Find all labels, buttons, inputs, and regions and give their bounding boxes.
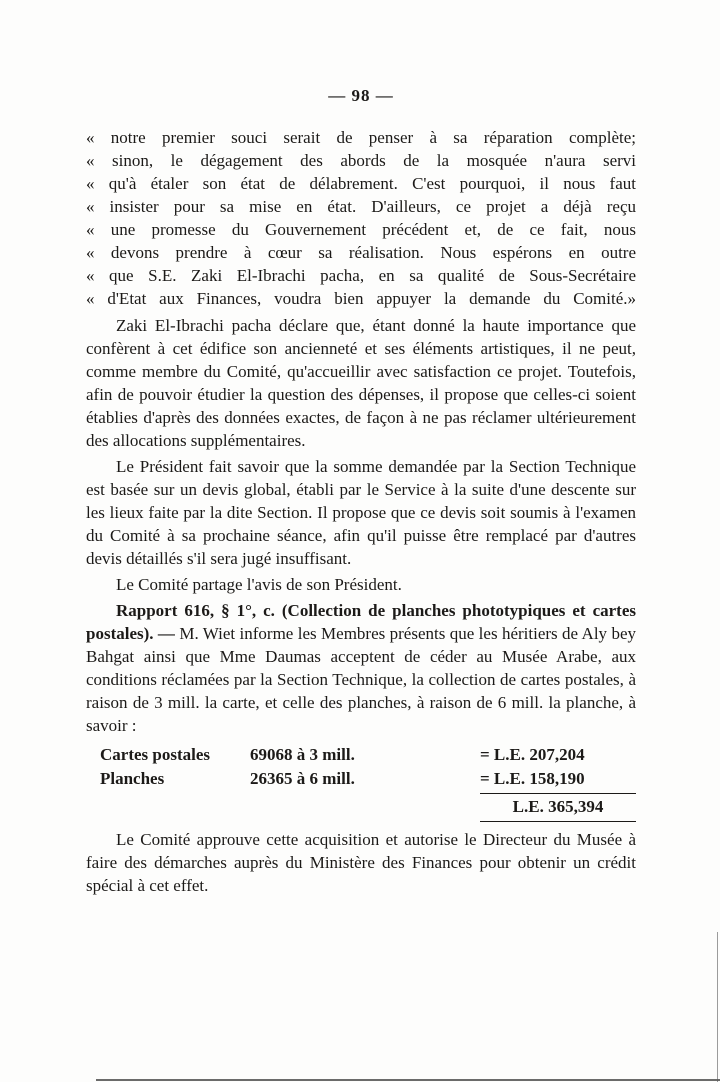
quote-line: « une promesse du Gouvernement précédent et, de ce fait, nous: [86, 220, 636, 239]
item-quantity: 69068 à 3 mill.: [250, 745, 355, 764]
table-row: [100, 767, 636, 791]
total-amount: L.E. 365,394: [480, 793, 636, 822]
rapport-body-text: M. Wiet informe les Membres présents que les héritiers de Aly bey Bahgat ainsi que Mme Daumas acceptent de céder au Musée Arabe, aux conditions réclamées par la Section Technique, la collection de cartes postales, à raison de 3 mill. la carte, et celle des planches, à raison de 6 mill. la planche, à savoir :: [86, 624, 636, 735]
page-number: — 98 —: [328, 86, 394, 105]
paragraph-comite-agreement: Le Comité partage l'avis de son Président.: [116, 575, 402, 594]
quote-line: « que S.E. Zaki El-Ibrachi pacha, en sa qualité de Sous-Secrétaire: [86, 266, 636, 285]
paragraph-zaki-declaration: Zaki El-Ibrachi pacha déclare que, étant donné la haute importance que confèrent à cet édifice son ancienneté et ses éléments artistiques, il ne peut, comme membre du Comité, qu'accueillir avec satisfaction ce projet. Toutefois, afin de pouvoir étudier la question des dépenses, il propose que celles-ci soient établies d'après des données exactes, de façon à ne pas réclamer ultérieurement des allocations supplémentaires.: [86, 316, 636, 450]
quote-line: « sinon, le dégagement des abords de la mosquée n'aura servi: [86, 151, 636, 170]
paragraph-rapport-616: [86, 599, 636, 737]
paragraph-closing: Le Comité approuve cette acquisition et autorise le Directeur du Musée à faire des démarches auprès du Ministère des Finances pour obtenir un crédit spécial à cet effet.: [86, 830, 636, 895]
quote-line: « insister pour sa mise en état. D'ailleurs, ce projet a déjà reçu: [86, 197, 636, 216]
item-label: Planches: [100, 769, 165, 788]
paragraph-president-statement: Le Président fait savoir que la somme demandée par la Section Technique est basée sur un devis global, établi par le Service à la suite d'une descente sur les lieux faite par la dite Section. Il propose que ce devis soit soumis à l'examen du Comité à sa prochaine séance, afin qu'il puisse être remplacé par d'autres devis détaillés s'il sera jugé insuffisant.: [86, 457, 636, 568]
item-amount: = L.E. 207,204: [480, 745, 585, 764]
scan-edge-artifact: [96, 1079, 720, 1081]
quote-line: « qu'à étaler son état de délabrement. C'est pourquoi, il nous faut: [86, 174, 636, 193]
quotation-block: [86, 126, 636, 310]
rapport-heading: Rapport 616, § 1°, c. (Collection de planches phototypiques et cartes postales). —: [86, 601, 636, 643]
quote-line: « notre premier souci serait de penser à sa réparation complète;: [86, 128, 636, 147]
quote-line: « d'Etat aux Finances, voudra bien appuyer la demande du Comité.»: [86, 289, 636, 308]
accounts-table: [100, 743, 636, 822]
table-total-row: [100, 793, 636, 822]
item-amount: = L.E. 158,190: [480, 769, 585, 788]
item-quantity: 26365 à 6 mill.: [250, 769, 355, 788]
table-row: [100, 743, 636, 767]
quote-line: « devons prendre à cœur sa réalisation. Nous espérons en outre: [86, 243, 636, 262]
item-label: Cartes postales: [100, 745, 211, 764]
scan-edge-artifact: [717, 932, 719, 1082]
